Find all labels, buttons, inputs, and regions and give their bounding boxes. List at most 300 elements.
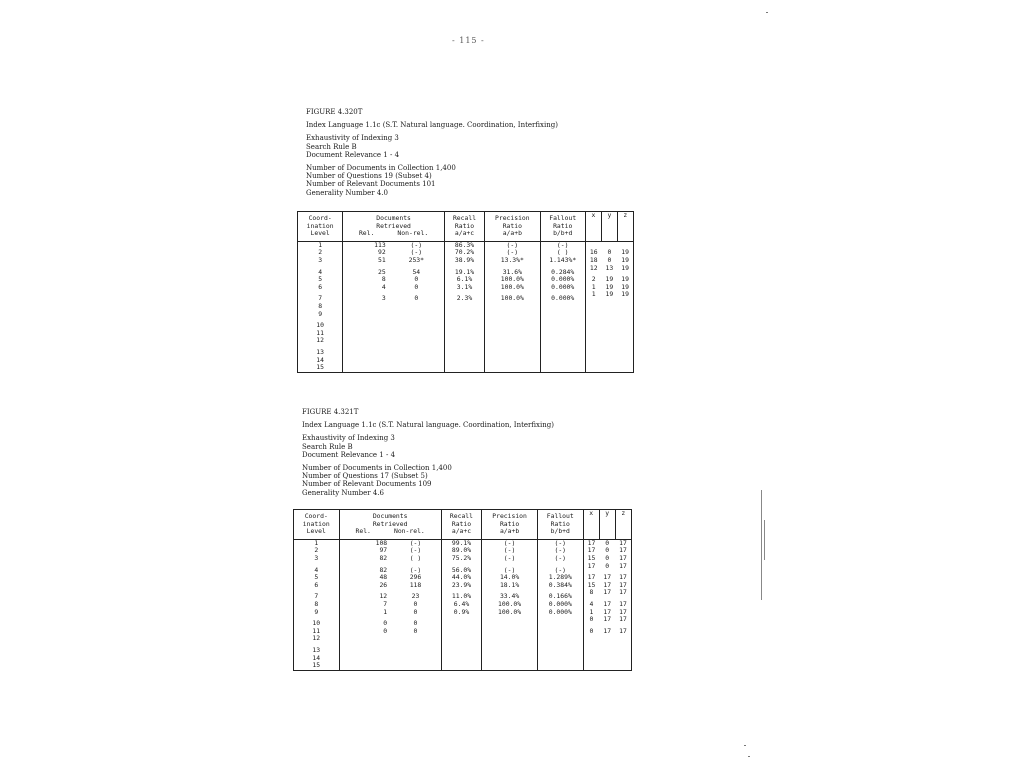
cell-level: 14 bbox=[298, 357, 343, 365]
cell-recall bbox=[441, 628, 481, 636]
scan-artifact bbox=[748, 756, 750, 757]
cell-precision: 33.4% bbox=[482, 589, 538, 601]
cell-fallout: (-) bbox=[540, 241, 585, 249]
cell-precision: 31.6% bbox=[485, 265, 541, 277]
cell-rel: 12 bbox=[339, 589, 390, 601]
cell-fallout bbox=[538, 655, 584, 663]
cell-rel bbox=[343, 311, 389, 319]
cell-precision bbox=[485, 330, 541, 338]
cell-recall bbox=[441, 616, 481, 628]
cell-fallout: 0.284% bbox=[540, 265, 585, 277]
cell-y: 17 bbox=[603, 588, 612, 597]
cell-z: 17 bbox=[615, 539, 631, 547]
cell-recall bbox=[444, 345, 484, 357]
cell-y bbox=[599, 643, 615, 655]
cell-z: 17 bbox=[615, 609, 631, 617]
cell-rel: 82 bbox=[339, 555, 390, 563]
cell-z: 17 bbox=[615, 616, 631, 628]
cell-x: 17 bbox=[583, 574, 599, 582]
cell-precision bbox=[482, 628, 538, 636]
meta-line: Document Relevance 1 - 4 bbox=[306, 150, 400, 159]
stats-line: Generality Number 4.0 bbox=[306, 188, 388, 197]
figure-title: FIGURE 4.320T bbox=[306, 108, 363, 116]
scan-artifact bbox=[761, 490, 762, 600]
cell-precision bbox=[485, 345, 541, 357]
cell-nonrel: 54 bbox=[389, 265, 445, 277]
stats-line: Number of Documents in Collection 1,400 bbox=[302, 464, 452, 473]
cell-rel: 48 bbox=[339, 574, 390, 582]
column-header: Precision Ratio a/a+b bbox=[482, 510, 538, 540]
cell-precision bbox=[485, 357, 541, 365]
cell-rel: 25 bbox=[343, 265, 389, 277]
cell-x bbox=[583, 662, 599, 670]
cell-nonrel bbox=[390, 662, 441, 670]
cell-rel bbox=[339, 655, 390, 663]
cell-precision bbox=[482, 635, 538, 643]
cell-fallout bbox=[540, 330, 585, 338]
cell-nonrel bbox=[389, 345, 445, 357]
cell-level: 6 bbox=[298, 284, 343, 292]
cell-fallout: 1.289% bbox=[538, 574, 584, 582]
cell-precision: 18.1% bbox=[482, 582, 538, 590]
cell-fallout bbox=[538, 643, 584, 655]
cell-fallout: 0.000% bbox=[540, 284, 585, 292]
cell-z bbox=[615, 662, 631, 670]
cell-fallout: (-) bbox=[538, 547, 584, 555]
cell-nonrel bbox=[390, 643, 441, 655]
cell-y bbox=[599, 635, 615, 643]
cell-precision: (-) bbox=[482, 539, 538, 547]
column-header: Fallout Ratio b/b+d bbox=[538, 510, 584, 540]
scan-artifact bbox=[766, 12, 768, 13]
cell-fallout: (-) bbox=[538, 563, 584, 575]
cell-rel: 97 bbox=[339, 547, 390, 555]
meta-line: Exhaustivity of Indexing 3 bbox=[302, 434, 395, 443]
table-row bbox=[294, 616, 632, 628]
cell-recall bbox=[444, 364, 484, 372]
cell-precision bbox=[485, 311, 541, 319]
cell-x bbox=[585, 337, 601, 345]
cell-fallout bbox=[538, 616, 584, 628]
cell-recall bbox=[444, 311, 484, 319]
cell-x bbox=[585, 330, 601, 338]
cell-z bbox=[617, 311, 633, 319]
cell-level: 3 bbox=[294, 555, 340, 563]
cell-rel: 113 bbox=[343, 241, 389, 249]
cell-recall: 38.9% bbox=[444, 257, 484, 265]
cell-level: 8 bbox=[294, 601, 340, 609]
cell-x bbox=[583, 643, 599, 655]
cell-y bbox=[599, 662, 615, 670]
cell-x bbox=[585, 357, 601, 365]
cell-y bbox=[602, 337, 618, 345]
cell-recall: 11.0% bbox=[441, 589, 481, 601]
column-header: Recall Ratio a/a+c bbox=[441, 510, 481, 540]
cell-precision: (-) bbox=[482, 563, 538, 575]
table-row bbox=[294, 655, 632, 663]
cell-rel: 0 bbox=[339, 628, 390, 636]
cell-nonrel bbox=[389, 303, 445, 311]
cell-precision bbox=[482, 643, 538, 655]
cell-nonrel: 118 bbox=[390, 582, 441, 590]
cell-precision: 13.3%* bbox=[485, 257, 541, 265]
cell-y: 13 bbox=[605, 263, 614, 272]
meta-line: Search Rule B bbox=[302, 442, 353, 451]
cell-z bbox=[617, 337, 633, 345]
cell-recall: 89.0% bbox=[441, 547, 481, 555]
cell-fallout bbox=[538, 662, 584, 670]
index-language: Index Language 1.1c (S.T. Natural language. Coordination, Interfixing) bbox=[306, 121, 558, 130]
stats-line: Number of Documents in Collection 1,400 bbox=[306, 164, 456, 173]
cell-y: 0 bbox=[605, 546, 610, 555]
cell-y bbox=[599, 655, 615, 663]
cell-nonrel bbox=[390, 635, 441, 643]
cell-z: 17 bbox=[615, 563, 631, 575]
cell-z: 17 bbox=[615, 547, 631, 555]
cell-level: 10 bbox=[294, 616, 340, 628]
cell-y: 17 bbox=[603, 615, 612, 624]
cell-nonrel bbox=[390, 655, 441, 663]
cell-z: 17 bbox=[615, 589, 631, 601]
cell-nonrel: (-) bbox=[390, 563, 441, 575]
cell-y: 17 bbox=[603, 580, 612, 589]
cell-nonrel: ( ) bbox=[390, 555, 441, 563]
cell-fallout: 0.000% bbox=[538, 609, 584, 617]
cell-precision: (-) bbox=[485, 249, 541, 257]
cell-recall: 99.1% bbox=[441, 539, 481, 547]
column-header: x bbox=[583, 510, 599, 540]
cell-recall: 86.3% bbox=[444, 241, 484, 249]
cell-fallout bbox=[540, 318, 585, 330]
cell-z bbox=[617, 303, 633, 311]
column-header: Fallout Ratio b/b+d bbox=[540, 212, 585, 242]
cell-precision: 14.0% bbox=[482, 574, 538, 582]
cell-precision: 100.0% bbox=[482, 609, 538, 617]
cell-precision: (-) bbox=[482, 547, 538, 555]
scan-artifact bbox=[744, 745, 746, 746]
cell-recall bbox=[441, 643, 481, 655]
cell-fallout bbox=[540, 357, 585, 365]
cell-precision bbox=[485, 318, 541, 330]
cell-x: 4 bbox=[583, 601, 599, 609]
table-row bbox=[298, 345, 634, 357]
stats-line: Number of Relevant Documents 101 bbox=[306, 180, 436, 189]
table-row bbox=[298, 318, 634, 330]
table-row bbox=[298, 291, 634, 303]
cell-y: 19 bbox=[605, 282, 614, 291]
cell-y bbox=[602, 345, 618, 357]
cell-precision bbox=[485, 364, 541, 372]
cell-x: 0 bbox=[583, 628, 599, 636]
table-row bbox=[294, 628, 632, 636]
cell-fallout: 1.143%* bbox=[540, 257, 585, 265]
cell-y: 0 bbox=[607, 248, 612, 257]
cell-rel: 8 bbox=[343, 276, 389, 284]
cell-x: 17 bbox=[583, 563, 599, 575]
cell-level: 8 bbox=[298, 303, 343, 311]
cell-level: 13 bbox=[298, 345, 343, 357]
cell-level: 5 bbox=[294, 574, 340, 582]
cell-z bbox=[615, 655, 631, 663]
cell-y bbox=[602, 330, 618, 338]
cell-x: 1 bbox=[583, 609, 599, 617]
cell-nonrel: 0 bbox=[390, 628, 441, 636]
index-language: Index Language 1.1c (S.T. Natural language. Coordination, Interfixing) bbox=[302, 421, 554, 430]
cell-x bbox=[585, 311, 601, 319]
column-header: Coord- ination Level bbox=[298, 212, 343, 242]
table-row bbox=[294, 643, 632, 655]
cell-recall bbox=[441, 662, 481, 670]
cell-x: 1 bbox=[585, 284, 601, 292]
cell-z: 19 bbox=[617, 291, 633, 303]
cell-z: 19 bbox=[617, 257, 633, 265]
column-header: Documents Retrieved Rel. Non-rel. bbox=[343, 212, 445, 242]
cell-nonrel bbox=[389, 364, 445, 372]
cell-level: 7 bbox=[298, 291, 343, 303]
cell-precision: (-) bbox=[482, 555, 538, 563]
cell-fallout: ( ) bbox=[540, 249, 585, 257]
column-header: z bbox=[615, 510, 631, 540]
cell-recall: 56.0% bbox=[441, 563, 481, 575]
cell-rel: 51 bbox=[343, 257, 389, 265]
cell-y: 0 bbox=[607, 255, 612, 264]
cell-x bbox=[583, 635, 599, 643]
cell-fallout: 0.000% bbox=[538, 601, 584, 609]
column-header: Recall Ratio a/a+c bbox=[444, 212, 484, 242]
cell-nonrel: 23 bbox=[390, 589, 441, 601]
column-header: Coord- ination Level bbox=[294, 510, 340, 540]
cell-y bbox=[602, 357, 618, 365]
cell-y bbox=[602, 303, 618, 311]
table-row bbox=[298, 257, 634, 265]
cell-level: 12 bbox=[298, 337, 343, 345]
cell-recall bbox=[441, 635, 481, 643]
cell-y: 17 bbox=[603, 607, 612, 616]
cell-fallout: (-) bbox=[538, 555, 584, 563]
cell-rel bbox=[343, 345, 389, 357]
table-row bbox=[298, 357, 634, 365]
cell-x bbox=[585, 318, 601, 330]
figure-header bbox=[306, 108, 558, 197]
results-table bbox=[297, 211, 634, 373]
cell-z bbox=[617, 345, 633, 357]
cell-level: 15 bbox=[298, 364, 343, 372]
cell-x: 2 bbox=[585, 276, 601, 284]
cell-level: 1 bbox=[294, 539, 340, 547]
cell-rel bbox=[343, 337, 389, 345]
cell-precision bbox=[485, 303, 541, 311]
cell-y: 17 bbox=[603, 599, 612, 608]
table-row bbox=[294, 635, 632, 643]
cell-level: 6 bbox=[294, 582, 340, 590]
cell-z: 19 bbox=[617, 249, 633, 257]
cell-x: 15 bbox=[583, 555, 599, 563]
table-row bbox=[298, 284, 634, 292]
cell-z: 17 bbox=[615, 628, 631, 636]
cell-level: 9 bbox=[294, 609, 340, 617]
cell-rel: 7 bbox=[339, 601, 390, 609]
column-header: z bbox=[617, 212, 633, 242]
cell-nonrel: 0 bbox=[389, 291, 445, 303]
cell-recall bbox=[444, 303, 484, 311]
cell-rel bbox=[343, 357, 389, 365]
cell-rel bbox=[343, 303, 389, 311]
cell-y bbox=[602, 364, 618, 372]
cell-fallout: 0.000% bbox=[540, 276, 585, 284]
cell-fallout bbox=[540, 364, 585, 372]
cell-recall: 6.4% bbox=[441, 601, 481, 609]
cell-fallout bbox=[540, 345, 585, 357]
cell-z: 19 bbox=[617, 284, 633, 292]
cell-precision: 100.0% bbox=[485, 284, 541, 292]
cell-y bbox=[602, 318, 618, 330]
cell-fallout: (-) bbox=[538, 539, 584, 547]
meta-line: Search Rule B bbox=[306, 142, 357, 151]
cell-nonrel bbox=[389, 357, 445, 365]
table-row bbox=[294, 582, 632, 590]
cell-z: 17 bbox=[615, 601, 631, 609]
cell-x: 1 bbox=[585, 291, 601, 303]
cell-rel bbox=[339, 662, 390, 670]
cell-z: 17 bbox=[615, 574, 631, 582]
cell-recall bbox=[444, 337, 484, 345]
cell-x: 15 bbox=[583, 582, 599, 590]
cell-level: 3 bbox=[298, 257, 343, 265]
cell-rel: 92 bbox=[343, 249, 389, 257]
cell-level: 11 bbox=[294, 628, 340, 636]
cell-fallout bbox=[538, 635, 584, 643]
table-row bbox=[298, 337, 634, 345]
cell-x bbox=[585, 345, 601, 357]
cell-rel bbox=[343, 330, 389, 338]
figure-title: FIGURE 4.321T bbox=[302, 408, 359, 416]
cell-z bbox=[617, 330, 633, 338]
cell-rel bbox=[339, 635, 390, 643]
cell-y: 17 bbox=[603, 626, 612, 635]
cell-x: 0 bbox=[583, 616, 599, 628]
table-row bbox=[294, 609, 632, 617]
cell-level: 5 bbox=[298, 276, 343, 284]
table-row bbox=[298, 364, 634, 372]
cell-x bbox=[585, 364, 601, 372]
cell-recall: 6.1% bbox=[444, 276, 484, 284]
cell-nonrel: 296 bbox=[390, 574, 441, 582]
cell-precision bbox=[482, 616, 538, 628]
cell-level: 2 bbox=[294, 547, 340, 555]
cell-x: 17 bbox=[583, 539, 599, 547]
cell-recall: 2.3% bbox=[444, 291, 484, 303]
cell-recall bbox=[444, 330, 484, 338]
cell-z: 17 bbox=[615, 555, 631, 563]
cell-rel: 108 bbox=[339, 539, 390, 547]
cell-y: 19 bbox=[605, 275, 614, 284]
cell-z: 19 bbox=[617, 265, 633, 277]
page-number: - 115 - bbox=[452, 36, 485, 45]
cell-nonrel bbox=[389, 311, 445, 319]
cell-z bbox=[617, 357, 633, 365]
cell-precision bbox=[482, 662, 538, 670]
cell-nonrel: 0 bbox=[390, 609, 441, 617]
cell-fallout bbox=[540, 311, 585, 319]
cell-rel: 82 bbox=[339, 563, 390, 575]
table-row bbox=[298, 330, 634, 338]
cell-recall: 75.2% bbox=[441, 555, 481, 563]
cell-x bbox=[583, 655, 599, 663]
cell-x: 12 bbox=[585, 265, 601, 277]
column-header: y bbox=[602, 212, 618, 242]
cell-nonrel: 0 bbox=[389, 276, 445, 284]
cell-level: 4 bbox=[298, 265, 343, 277]
cell-level: 4 bbox=[294, 563, 340, 575]
cell-x: 16 bbox=[585, 249, 601, 257]
cell-recall bbox=[441, 655, 481, 663]
cell-recall: 3.1% bbox=[444, 284, 484, 292]
cell-precision: 100.0% bbox=[485, 276, 541, 284]
cell-precision: 100.0% bbox=[482, 601, 538, 609]
cell-nonrel: (-) bbox=[390, 539, 441, 547]
cell-nonrel: 253* bbox=[389, 257, 445, 265]
cell-fallout: 0.166% bbox=[538, 589, 584, 601]
cell-nonrel: (-) bbox=[390, 547, 441, 555]
cell-x: 17 bbox=[583, 547, 599, 555]
cell-rel bbox=[343, 318, 389, 330]
cell-rel: 26 bbox=[339, 582, 390, 590]
cell-rel: 3 bbox=[343, 291, 389, 303]
table-row bbox=[294, 662, 632, 670]
cell-level: 9 bbox=[298, 311, 343, 319]
cell-nonrel bbox=[389, 337, 445, 345]
scan-artifact bbox=[764, 520, 765, 560]
stats-line: Number of Relevant Documents 109 bbox=[302, 480, 432, 489]
cell-nonrel bbox=[389, 318, 445, 330]
cell-level: 10 bbox=[298, 318, 343, 330]
cell-rel: 1 bbox=[339, 609, 390, 617]
cell-z bbox=[615, 643, 631, 655]
cell-level: 1 bbox=[298, 241, 343, 249]
cell-rel: 4 bbox=[343, 284, 389, 292]
cell-rel: 0 bbox=[339, 616, 390, 628]
results-table bbox=[293, 509, 632, 671]
cell-x bbox=[585, 303, 601, 311]
cell-fallout bbox=[538, 628, 584, 636]
cell-rel bbox=[339, 643, 390, 655]
cell-level: 15 bbox=[294, 662, 340, 670]
meta-line: Exhaustivity of Indexing 3 bbox=[306, 134, 399, 143]
cell-z bbox=[615, 635, 631, 643]
stats-line: Number of Questions 19 (Subset 4) bbox=[306, 172, 432, 181]
cell-nonrel: 0 bbox=[390, 616, 441, 628]
cell-level: 11 bbox=[298, 330, 343, 338]
cell-precision bbox=[482, 655, 538, 663]
cell-x: 8 bbox=[583, 589, 599, 601]
cell-level: 12 bbox=[294, 635, 340, 643]
stats-line: Generality Number 4.6 bbox=[302, 488, 384, 497]
cell-level: 2 bbox=[298, 249, 343, 257]
cell-nonrel: (-) bbox=[389, 241, 445, 249]
cell-recall: 19.1% bbox=[444, 265, 484, 277]
cell-precision bbox=[485, 337, 541, 345]
cell-z bbox=[617, 364, 633, 372]
cell-nonrel: 0 bbox=[389, 284, 445, 292]
column-header: x bbox=[585, 212, 601, 242]
cell-fallout bbox=[540, 337, 585, 345]
cell-recall: 23.9% bbox=[441, 582, 481, 590]
table-row bbox=[298, 303, 634, 311]
cell-x: 18 bbox=[585, 257, 601, 265]
cell-y bbox=[602, 311, 618, 319]
cell-level: 7 bbox=[294, 589, 340, 601]
cell-fallout bbox=[540, 303, 585, 311]
